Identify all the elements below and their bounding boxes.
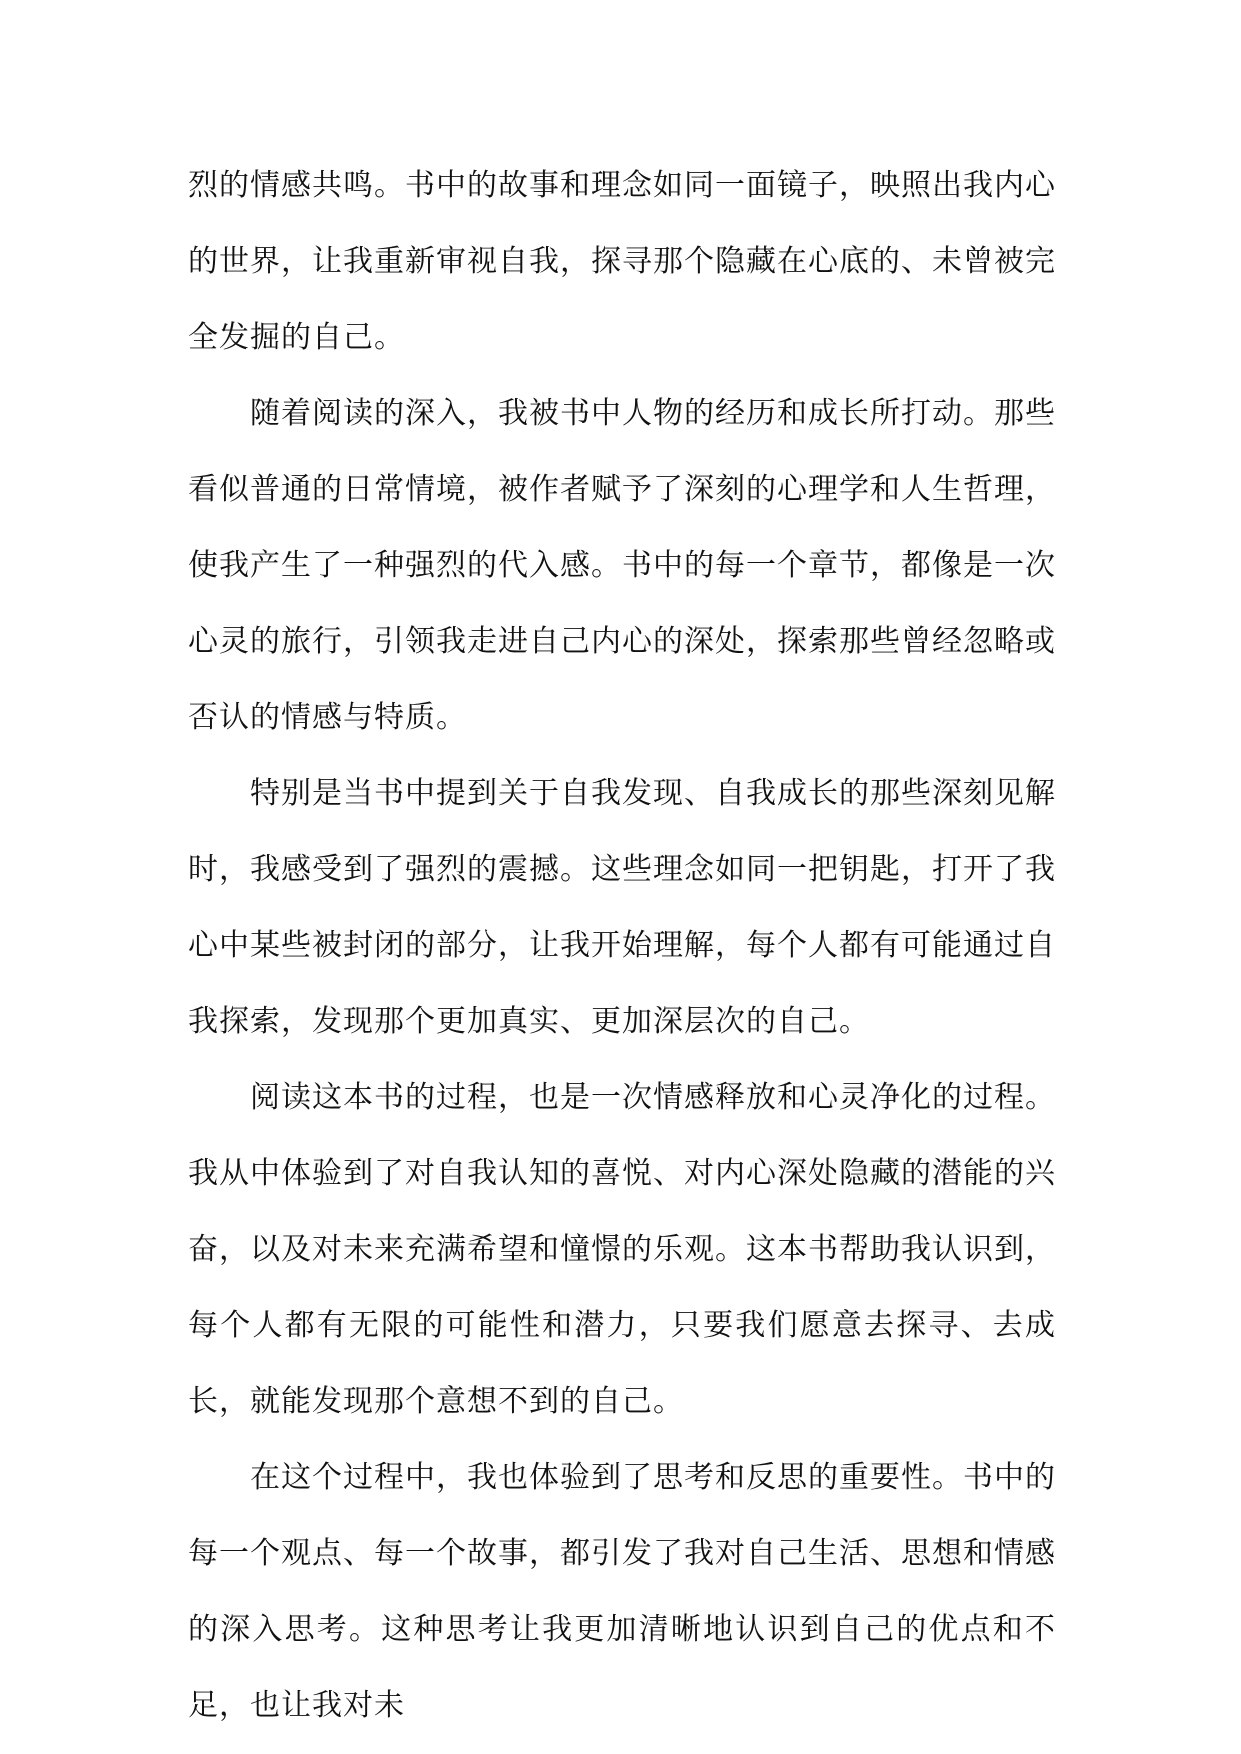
paragraph: 特别是当书中提到关于自我发现、自我成长的那些深刻见解时，我感受到了强烈的震撼。这些理念如同一把钥匙，打开了我心中某些被封闭的部分，让我开始理解，每个人都有可能通过自我探索，发现那个更加真实、更加深层次的自己。: [188, 776, 1056, 1039]
paragraph: 随着阅读的深入，我被书中人物的经历和成长所打动。那些看似普通的日常情境，被作者赋予了深刻的心理学和人生哲理，使我产生了一种强烈的代入感。书中的每一个章节，都像是一次心灵的旅行，引领我走进自己内心的深处，探索那些曾经忽略或否认的情感与特质。: [188, 396, 1056, 735]
body-text: [188, 148, 1056, 1744]
paragraph: 在这个过程中，我也体验到了思考和反思的重要性。书中的每一个观点、每一个故事，都引发了我对自己生活、思想和情感的深入思考。这种思考让我更加清晰地认识到自己的优点和不足，也让我对未: [188, 1460, 1056, 1723]
paragraph-continuation: 烈的情感共鸣。书中的故事和理念如同一面镜子，映照出我内心的世界，让我重新审视自我，探寻那个隐藏在心底的、未曾被完全发掘的自己。: [188, 168, 1056, 355]
paragraph: 阅读这本书的过程，也是一次情感释放和心灵净化的过程。我从中体验到了对自我认知的喜悦、对内心深处隐藏的潜能的兴奋，以及对未来充满希望和憧憬的乐观。这本书帮助我认识到，每个人都有无限的可能性和潜力，只要我们愿意去探寻、去成长，就能发现那个意想不到的自己。: [188, 1080, 1056, 1419]
